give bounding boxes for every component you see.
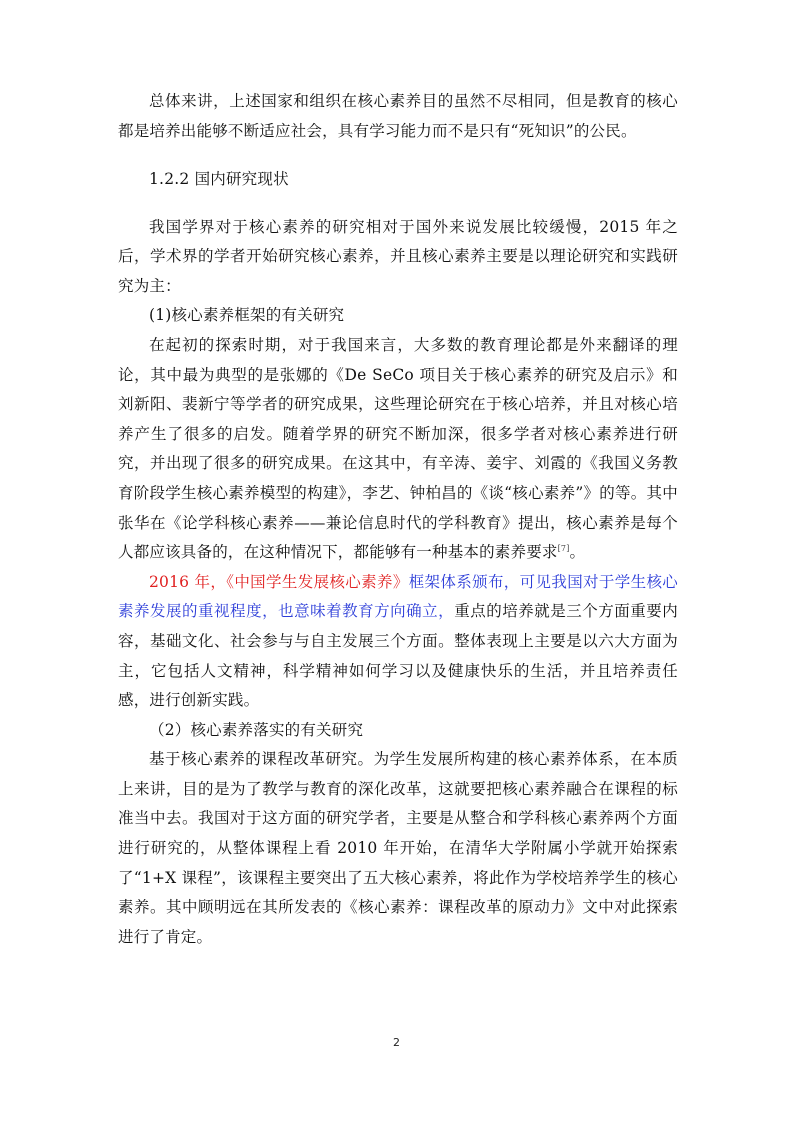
paragraph-framework-end: 。 — [569, 543, 586, 562]
page-number: 2 — [393, 1036, 400, 1049]
paragraph-1-block — [118, 87, 678, 146]
paragraph-2016-rest: 重点的培养就是三个方面重要内容，基础文化、社会参与与自主发展三个方面。整体表现上主要是以六大方面为主，它包括人文精神，科学精神如何学习以及健康快乐的生活，并且培养责任感，进行创新实践。 — [118, 602, 678, 710]
section-heading: 1.2.2 国内研究现状 — [149, 170, 289, 188]
paragraph-2016-framework — [118, 568, 678, 716]
highlight-red-text: 2016 年，《中国学生发展核心素养》 — [149, 572, 409, 591]
paragraph-framework-research — [118, 331, 678, 568]
body-block — [118, 165, 678, 952]
citation-reference[interactable]: [7] — [557, 543, 570, 553]
paragraph-summary: 总体来讲，上述国家和组织在核心素养目的虽然不尽相同，但是教育的核心都是培养出能够不断适应社会，具有学习能力而不是只有“死知识”的公民。 — [118, 92, 678, 140]
highlight-blue-text: 框架体系颁布，可见我国对于学生核心素养发展的重视程度，也意味着教育方向确立， — [118, 572, 678, 621]
paragraph-framework-text: 在起初的探索时期，对于我国来言，大多数的教育理论都是外来翻译的理论，其中最为典型的是张娜的《De SeCo 项目关于核心素养的研究及启示》和刘新阳、裴新宁等学者的研究成果，这些理论研究在于核心培养，并且对核心培养产生了很多的启发。随着学界的研究不断加深，很多学者对核心素养进行研究，并出现了很多的研究成果。在这其中，有辛涛、姜宇、刘霞的《我国义务教育阶段学生核心素养模型的构建》，李艺、钟柏昌的《谈“核心素养”》的等。其中张华在《论学科核心素养——兼论信息时代的学科教育》提出，核心素养是每个人都应该具备的，在这种情况下，都能够有一种基本的素养要求 — [118, 335, 678, 562]
sub-heading-implementation: （2）核心素养落实的有关研究 — [149, 720, 364, 739]
paragraph-domestic-status: 我国学界对于核心素养的研究相对于国外来说发展比较缓慢，2015 年之后，学术界的学者开始研究核心素养，并且核心素养主要是以理论研究和实践研究为主： — [118, 217, 678, 295]
sub-heading-framework: (1)核心素养框架的有关研究 — [149, 306, 345, 325]
spacer — [118, 195, 678, 213]
paragraph-implementation-research: 基于核心素养的课程改革研究。为学生发展所构建的核心素养体系，在本质上来讲，目的是为了教学与教育的深化改革，这就要把核心素养融合在课程的标准当中去。我国对于这方面的研究学者，主要是从整合和学科核心素养两个方面进行研究的，从整体课程上看 2010 年开始，在清华大学附属小学就开始探索了“1+X 课程”，该课程主要突出了五大核心素养，将此作为学校培养学生的核心素养。其中顾明远在其所发表的《核心素养：课程改革的原动力》文中对此探索进行了肯定。 — [118, 750, 678, 946]
